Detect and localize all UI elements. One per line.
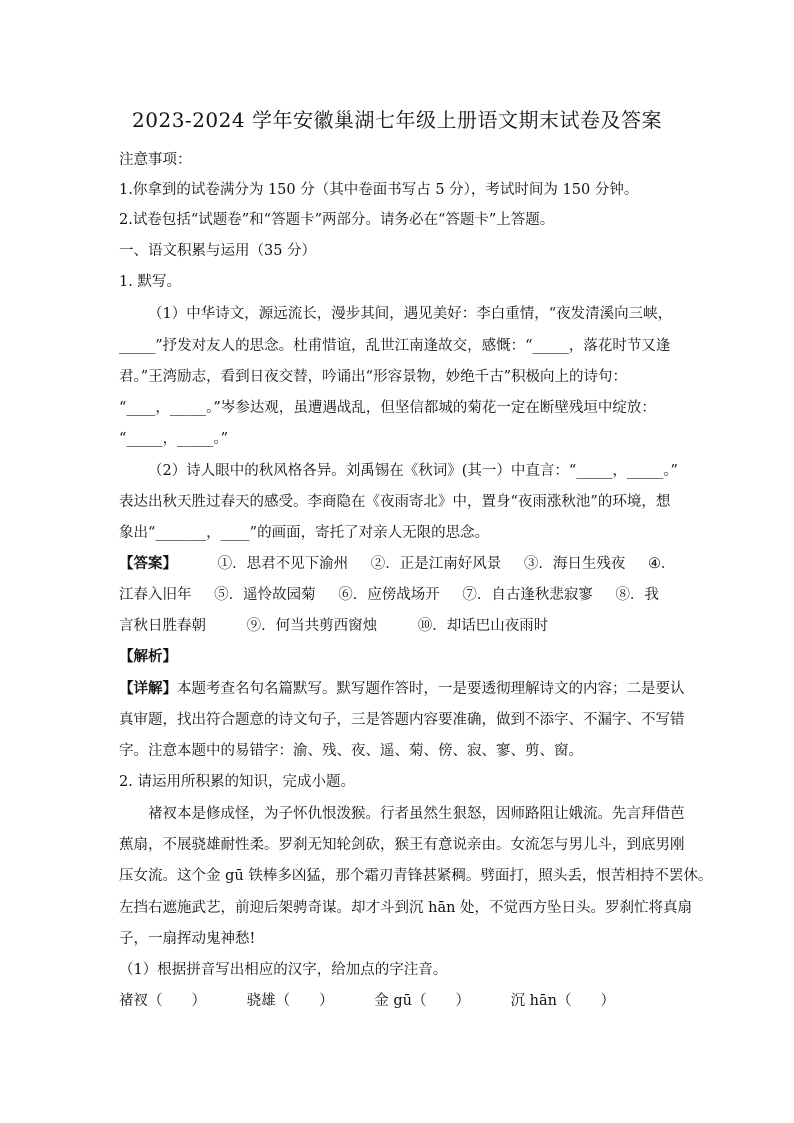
answer-line <box>119 583 659 604</box>
passage-text: 左挡右遮施武艺，前迎后架骋奇谋。却才斗到沉 hān 处，不觉西方坠日头。罗刹忙将真扇 <box>119 900 693 916</box>
detail-text: 真审题，找出符合题意的诗文句子，三是答题内容要准确，做到不添字、不漏字、不写错 <box>119 712 685 728</box>
question-2-part-1: （1）根据拼音写出相应的汉字，给加点的字注音。 <box>119 962 448 978</box>
answer-item: ⑨．何当共剪西窗烛 <box>246 618 378 634</box>
notice-item-2: 2.试卷包括“试题卷”和“答题卡”两部分。请务必在“答题卡”上答题。 <box>119 212 555 228</box>
answer-item: ⑧．我 <box>615 587 659 603</box>
passage-text: 压女流。这个金 gū 铁棒多凶猛，那个霜刃青锋甚紧稠。劈面打，照头丢，恨苦相持不罢休。 <box>119 868 713 884</box>
passage-text: 禇衩本是修成怪，为子怀仇恨泼猴。行者虽然生狠怒，因师路阻让娥流。先言拜借芭 <box>148 806 685 822</box>
answer-line <box>119 614 548 635</box>
answer-item: ⑩．却话巴山夜雨时 <box>417 618 549 634</box>
answer-item: ④． <box>647 556 676 572</box>
passage-text: 子，一扇挥动鬼神愁! <box>119 931 256 947</box>
question-1-part-2: 象出“_______，____”的画面，寄托了对亲人无限的思念。 <box>119 525 490 541</box>
question-1-title: 1. 默写。 <box>119 274 181 290</box>
question-1-text: “_____，_____。” <box>119 431 229 447</box>
question-1-text: _____”抒发对友人的思念。杜甫惜谊，乱世江南逢故交，感慨：“_____，落花时节又逢 <box>119 338 671 354</box>
answer-item: ②．正是江南好风景 <box>370 556 502 572</box>
detail-text: 字。注意本题中的易错字：渝、残、夜、遥、菊、傍、寂、寥、剪、窗。 <box>119 743 583 759</box>
question-1-text: “____，_____。”岑参达观，虽遭遇战乱，但坚信都城的菊花一定在断壁残垣中绽放： <box>119 400 656 416</box>
answer-item: ⑦．自古逢秋悲寂寥 <box>462 587 593 603</box>
answer-item: ⑤．遥怜故园菊 <box>214 587 316 603</box>
notice-item-1: 1.你拿到的试卷满分为 150 分（其中卷面书写占 5 分），考试时间为 150 分钟。 <box>119 182 639 198</box>
fill-blank-item: 金 gū（ ） <box>374 993 470 1009</box>
question-2-title: 2. 请运用所积累的知识，完成小题。 <box>119 774 355 790</box>
answer-item: 江春入旧年 <box>119 587 192 603</box>
question-1-part-2: （2）诗人眼中的秋风格各异。刘禹锡在《秋词》(其一）中直言：“_____，_____。” <box>148 463 678 479</box>
notice-heading: 注意事项： <box>119 152 192 168</box>
fill-blank-item: 骁雄（ ） <box>246 993 334 1009</box>
section-heading: 一、语文积累与运用（35 分） <box>119 243 317 259</box>
document-title: 2023-2024 学年安徽巢湖七年级上册语文期末试卷及答案 <box>132 108 662 132</box>
answer-item: ⑥．应傍战场开 <box>338 587 440 603</box>
answer-line <box>119 552 675 573</box>
fill-blank-item: 禇衩（ ） <box>119 993 206 1009</box>
answer-label: 【答案】 <box>119 555 177 572</box>
detail-label: 【详解】 <box>119 680 177 697</box>
answer-item: ①．思君不见下渝州 <box>217 556 349 572</box>
answer-item: 言秋日胜春朝 <box>119 618 206 634</box>
question-1-text: （1）中华诗文，源远流长，漫步其间，遇见美好：李白重情，“夜发清溪向三峡， <box>148 306 673 322</box>
question-1-part-2: 表达出秋天胜过春天的感受。李商隐在《夜雨寄北》中，置身“夜雨涨秋池”的环境，想 <box>119 494 671 510</box>
analysis-label: 【解析】 <box>119 648 177 665</box>
detail-line <box>119 677 685 698</box>
answer-item: ③．海日生残夜 <box>523 556 626 572</box>
passage-text: 蕉扇，不展骁雄耐性柔。罗刹无知轮剑砍，猴王有意说亲由。女流怎与男儿斗，到底男刚 <box>119 837 685 853</box>
fill-blank-line <box>119 989 615 1010</box>
detail-text: 本题考查名句名篇默写。默写题作答时，一是要透彻理解诗文的内容；二是要认 <box>177 681 685 697</box>
question-1-text: 君。”王湾励志，看到日夜交替，吟诵出“形容景物，妙绝千古”积极向上的诗句： <box>119 369 627 385</box>
fill-blank-item: 沉 hān（ ） <box>510 993 615 1009</box>
